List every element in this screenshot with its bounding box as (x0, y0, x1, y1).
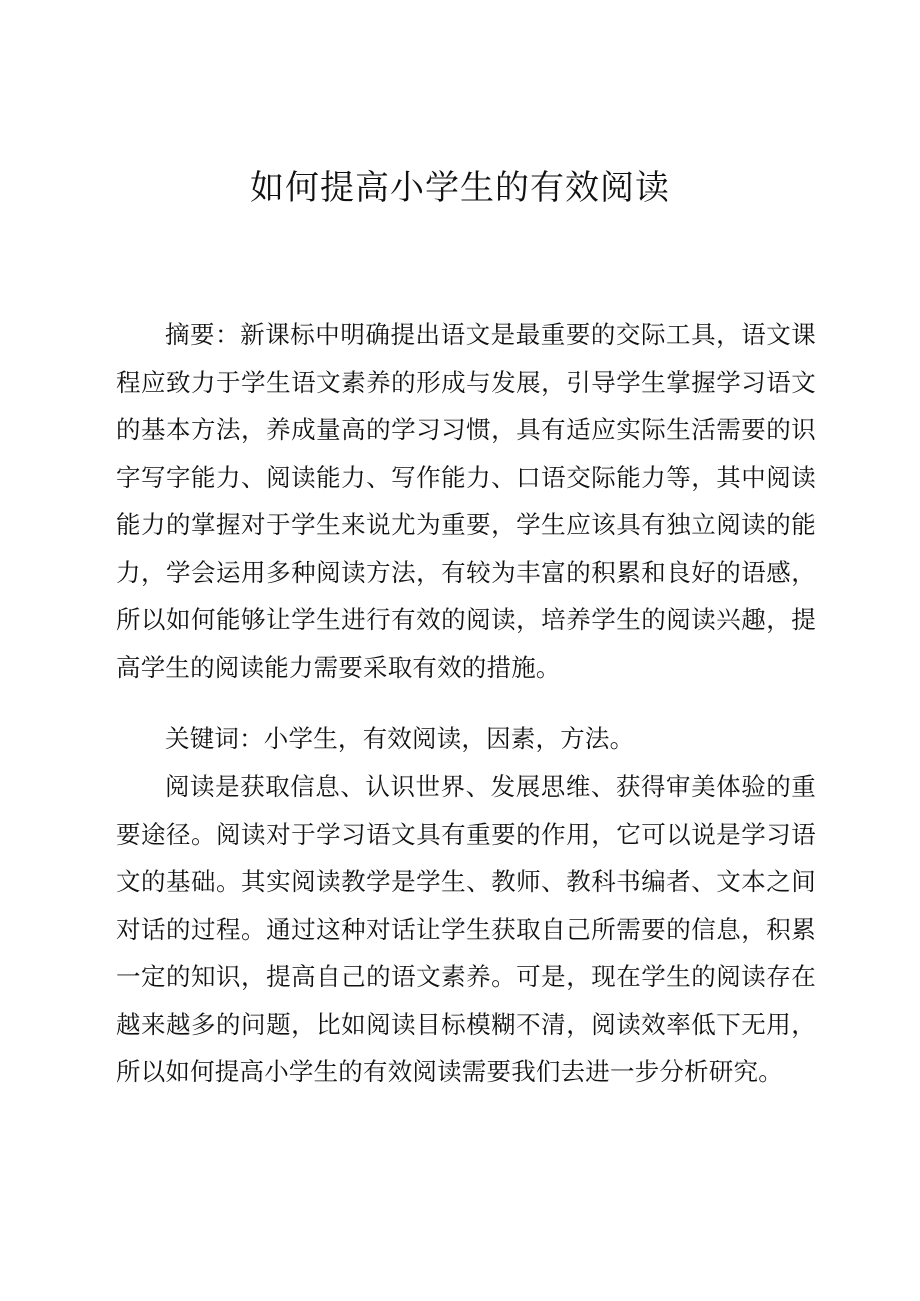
document-title: 如何提高小学生的有效阅读 (250, 168, 670, 208)
intro-paragraph: 阅读是获取信息、认识世界、发展思维、获得审美体验的重要途径。阅读对于学习语文具有重要的作用，它可以说是学习语文的基础。其实阅读教学是学生、教师、教科书编者、文本之间对话的过程。通过这种对话让学生获取自己所需要的信息，积累一定的知识，提高自己的语文素养。可是，现在学生的阅读存在越来越多的问题，比如阅读目标模糊不清，阅读效率低下无用，所以如何提高小学生的有效阅读需要我们去进一步分析研究。 (116, 772, 816, 1086)
abstract-paragraph: 摘要：新课标中明确提出语文是最重要的交际工具，语文课程应致力于学生语文素养的形成与发展，引导学生掌握学习语文的基本方法，养成量高的学习习惯，具有适应实际生活需要的识字写字能力、阅读能力、写作能力、口语交际能力等，其中阅读能力的掌握对于学生来说尤为重要，学生应该具有独立阅读的能力，学会运用多种阅读方法，有较为丰富的积累和良好的语感，所以如何能够让学生进行有效的阅读，培养学生的阅读兴趣，提高学生的阅读能力需要采取有效的措施。 (116, 320, 816, 682)
keywords-block (116, 715, 816, 763)
keywords-paragraph: 关键词：小学生，有效阅读，因素，方法。 (165, 724, 635, 753)
abstract-block (116, 311, 816, 691)
intro-block (116, 763, 816, 1096)
